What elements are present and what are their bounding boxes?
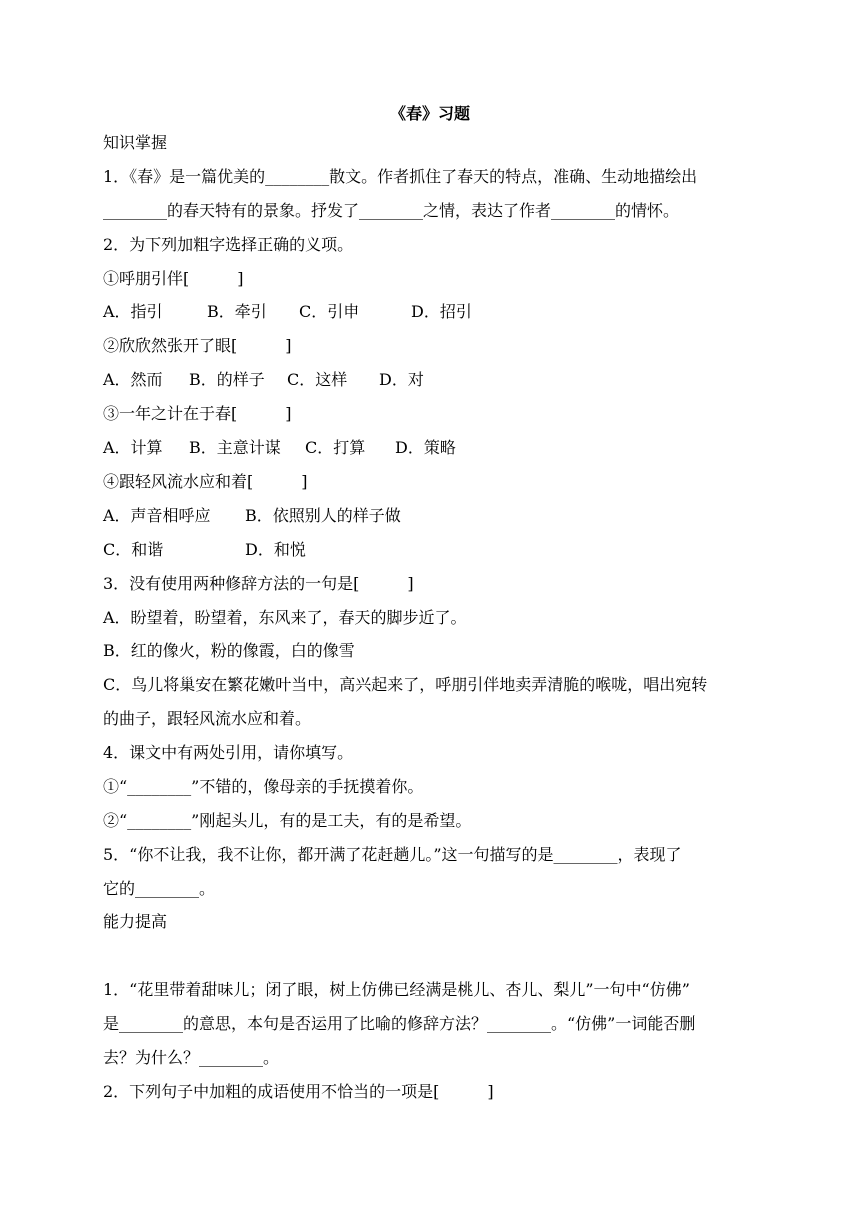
option: B．主意计谋 [189,438,281,457]
option: C．引申 [299,302,360,321]
question-2-item-3-options [103,437,456,459]
question-2-item-2: ②欣欣然张开了眼[ ] [103,336,292,355]
option: D．和悦 [245,540,306,559]
option: A．指引 [103,302,163,321]
option: A．声音相呼应 [103,506,211,525]
question-4-item-2: ②“________”刚起头儿，有的是工夫，有的是希望。 [103,811,472,830]
question-5-line-1: 5．“你不让我，我不让你，都开满了花赶趟儿。”这一句描写的是________，表现了 [103,845,682,864]
question-2-item-3: ③一年之计在于春[ ] [103,404,292,423]
page-title: 《春》习题 [389,104,470,123]
section-heading-knowledge: 知识掌握 [103,133,168,152]
option: A．计算 [103,438,163,457]
question-2-item-4-options-row-2 [103,539,306,561]
ability-question-1-line-3: 去？为什么？________。 [103,1048,280,1067]
ability-question-1-line-1: 1．“花里带着甜味儿；闭了眼，树上仿佛已经满是桃儿、杏儿、梨儿”一句中“仿佛” [103,980,690,999]
question-2-item-2-options [103,369,424,391]
question-4: 4．课文中有两处引用，请你填写。 [103,743,354,762]
option: C．和谐 [103,540,164,559]
option: B．牵引 [207,302,267,321]
question-2-item-4-options-row-1 [103,505,401,527]
ability-question-2: 2．下列句子中加粗的成语使用不恰当的一项是[ ] [103,1082,494,1101]
question-2-item-1: ①呼朋引伴[ ] [103,269,244,288]
question-4-item-1: ①“________”不错的，像母亲的手抚摸着你。 [103,777,424,796]
question-1-line-1: 1．《春》是一篇优美的________散文。作者抓住了春天的特点，准确、生动地描绘出 [103,167,698,186]
option: B．依照别人的样子做 [245,506,401,525]
question-2: 2．为下列加粗字选择正确的义项。 [103,235,354,254]
option: D．对 [379,370,424,389]
section-heading-ability: 能力提高 [103,912,168,931]
question-3-option-c-line-1: C．鸟儿将巢安在繁花嫩叶当中，高兴起来了，呼朋引伴地卖弄清脆的喉咙，唱出宛转 [103,675,708,694]
question-3-option-a: A．盼望着，盼望着，东风来了，春天的脚步近了。 [103,608,467,627]
question-3: 3．没有使用两种修辞方法的一句是[ ] [103,574,414,593]
question-3-option-b: B．红的像火，粉的像霞，白的像雪 [103,641,355,660]
question-2-item-1-options [103,301,472,323]
question-5-line-2: 它的________。 [103,879,216,898]
option: D．招引 [411,302,472,321]
option: C．这样 [287,370,348,389]
question-3-option-c-line-2: 的曲子，跟轻风流水应和着。 [103,709,312,728]
option: C．打算 [305,438,366,457]
option: B．的样子 [189,370,265,389]
option: D．策略 [395,438,456,457]
ability-question-1-line-2: 是________的意思，本句是否运用了比喻的修辞方法？________。“仿佛”一词能否删 [103,1014,696,1033]
question-2-item-4: ④跟轻风流水应和着[ ] [103,472,308,491]
option: A．然而 [103,370,163,389]
question-1-line-2: ________的春天特有的景象。抒发了________之情，表达了作者________的情怀。 [103,201,680,220]
